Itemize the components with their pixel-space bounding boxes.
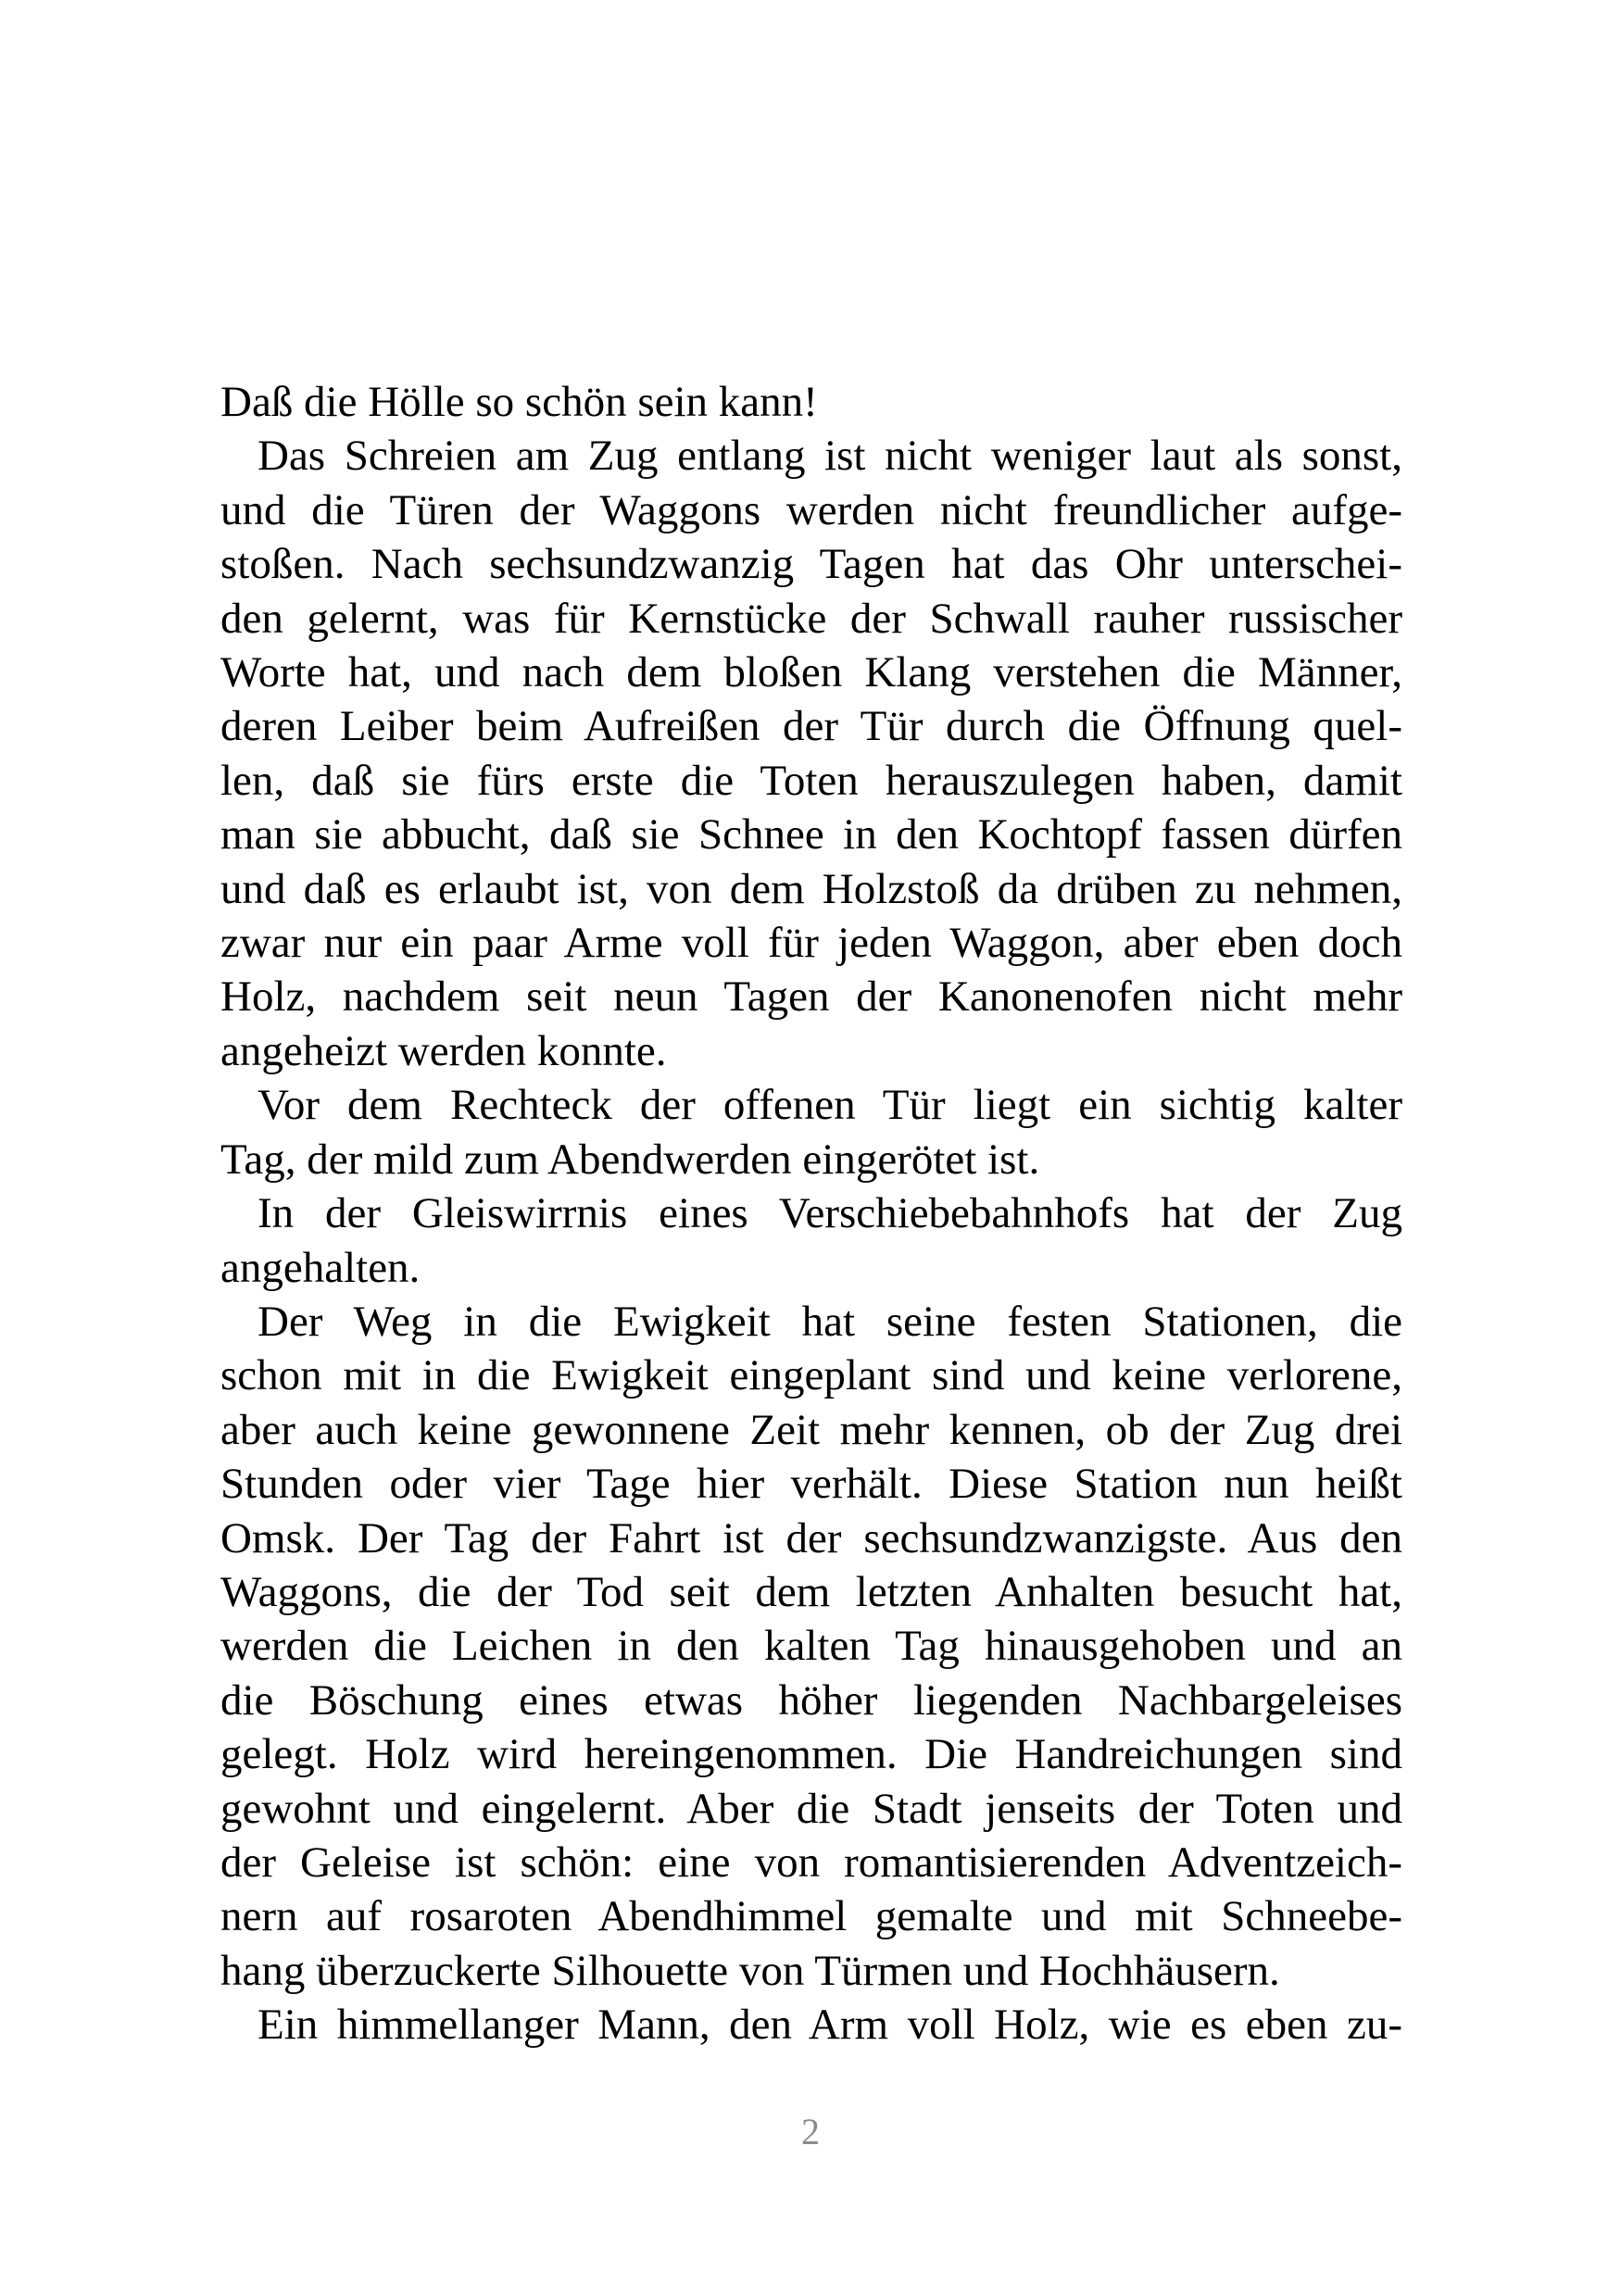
text-line: gelegt. Holz wird hereingenommen. Die Handreichungen sind xyxy=(220,1730,1402,1779)
text-line: Das Schreien am Zug entlang ist nicht weniger laut als sonst, xyxy=(258,432,1402,481)
page-number: 2 xyxy=(801,2111,820,2152)
text-line: Holz, nachdem seit neun Tagen der Kanonenofen nicht mehr xyxy=(220,972,1402,1022)
text-line: schon mit in die Ewigkeit eingeplant sind und keine verlorene, xyxy=(220,1351,1402,1400)
text-line: den gelernt, was für Kernstücke der Schwall rauher russischer xyxy=(220,594,1402,643)
text-line: gewohnt und eingelernt. Aber die Stadt jenseits der Toten und xyxy=(220,1784,1402,1833)
text-line: aber auch keine gewonnene Zeit mehr kennen, ob der Zug drei xyxy=(220,1405,1402,1454)
text-line: und die Türen der Waggons werden nicht freundlicher aufge- xyxy=(220,485,1402,534)
text-line: die Böschung eines etwas höher liegenden Nachbargeleises xyxy=(220,1675,1402,1725)
paragraph xyxy=(220,1078,1402,1186)
paragraph xyxy=(220,375,1402,429)
text-line: angehalten. xyxy=(220,1243,421,1292)
paragraph xyxy=(220,1998,1402,2051)
text-line: hang überzuckerte Silhouette von Türmen und Hochhäusern. xyxy=(220,1946,1280,1995)
text-line: Ein himmellanger Mann, den Arm voll Holz, wie es eben zu- xyxy=(258,2001,1402,2050)
paragraph xyxy=(220,429,1402,1078)
text-line: nern auf rosaroten Abendhimmel gemalte und mit Schneebe- xyxy=(220,1892,1402,1941)
text-line: deren Leiber beim Aufreißen der Tür durch die Öffnung quel- xyxy=(220,702,1402,751)
text-line: Vor dem Rechteck der offenen Tür liegt ein sichtig kalter xyxy=(258,1081,1402,1130)
text-line: Daß die Hölle so schön sein kann! xyxy=(220,378,818,426)
text-line: zwar nur ein paar Arme voll für jeden Waggon, aber eben doch xyxy=(220,919,1402,968)
text-line: und daß es erlaubt ist, von dem Holzstoß da drüben zu nehmen, xyxy=(220,864,1402,913)
body-text xyxy=(220,375,1402,2052)
text-line: Stunden oder vier Tage hier verhält. Diese Station nun heißt xyxy=(220,1460,1402,1509)
text-line: der Geleise ist schön: eine von romantisierenden Adventzeich- xyxy=(220,1838,1402,1887)
text-line: len, daß sie fürs erste die Toten herauszulegen haben, damit xyxy=(220,756,1402,805)
text-line: Worte hat, und nach dem bloßen Klang verstehen die Männer, xyxy=(220,648,1402,697)
text-line: werden die Leichen in den kalten Tag hinausgehoben und an xyxy=(220,1622,1402,1671)
text-line: Waggons, die der Tod seit dem letzten Anhalten besucht hat, xyxy=(220,1567,1402,1616)
text-line: angeheizt werden konnte. xyxy=(220,1026,667,1075)
text-line: Omsk. Der Tag der Fahrt ist der sechsundzwanzigste. Aus den xyxy=(220,1513,1402,1562)
text-line: Tag, der mild zum Abendwerden eingerötet ist. xyxy=(220,1135,1040,1184)
text-line: stoßen. Nach sechsundzwanzig Tagen hat das Ohr unterschei- xyxy=(220,540,1402,589)
text-line: man sie abbucht, daß sie Schnee in den Kochtopf fassen dürfen xyxy=(220,810,1402,859)
text-line: In der Gleiswirrnis eines Verschiebebahnhofs hat der Zug xyxy=(258,1189,1402,1238)
paragraph xyxy=(220,1295,1402,1998)
paragraph xyxy=(220,1186,1402,1295)
text-line: Der Weg in die Ewigkeit hat seine festen Stationen, die xyxy=(258,1297,1402,1346)
